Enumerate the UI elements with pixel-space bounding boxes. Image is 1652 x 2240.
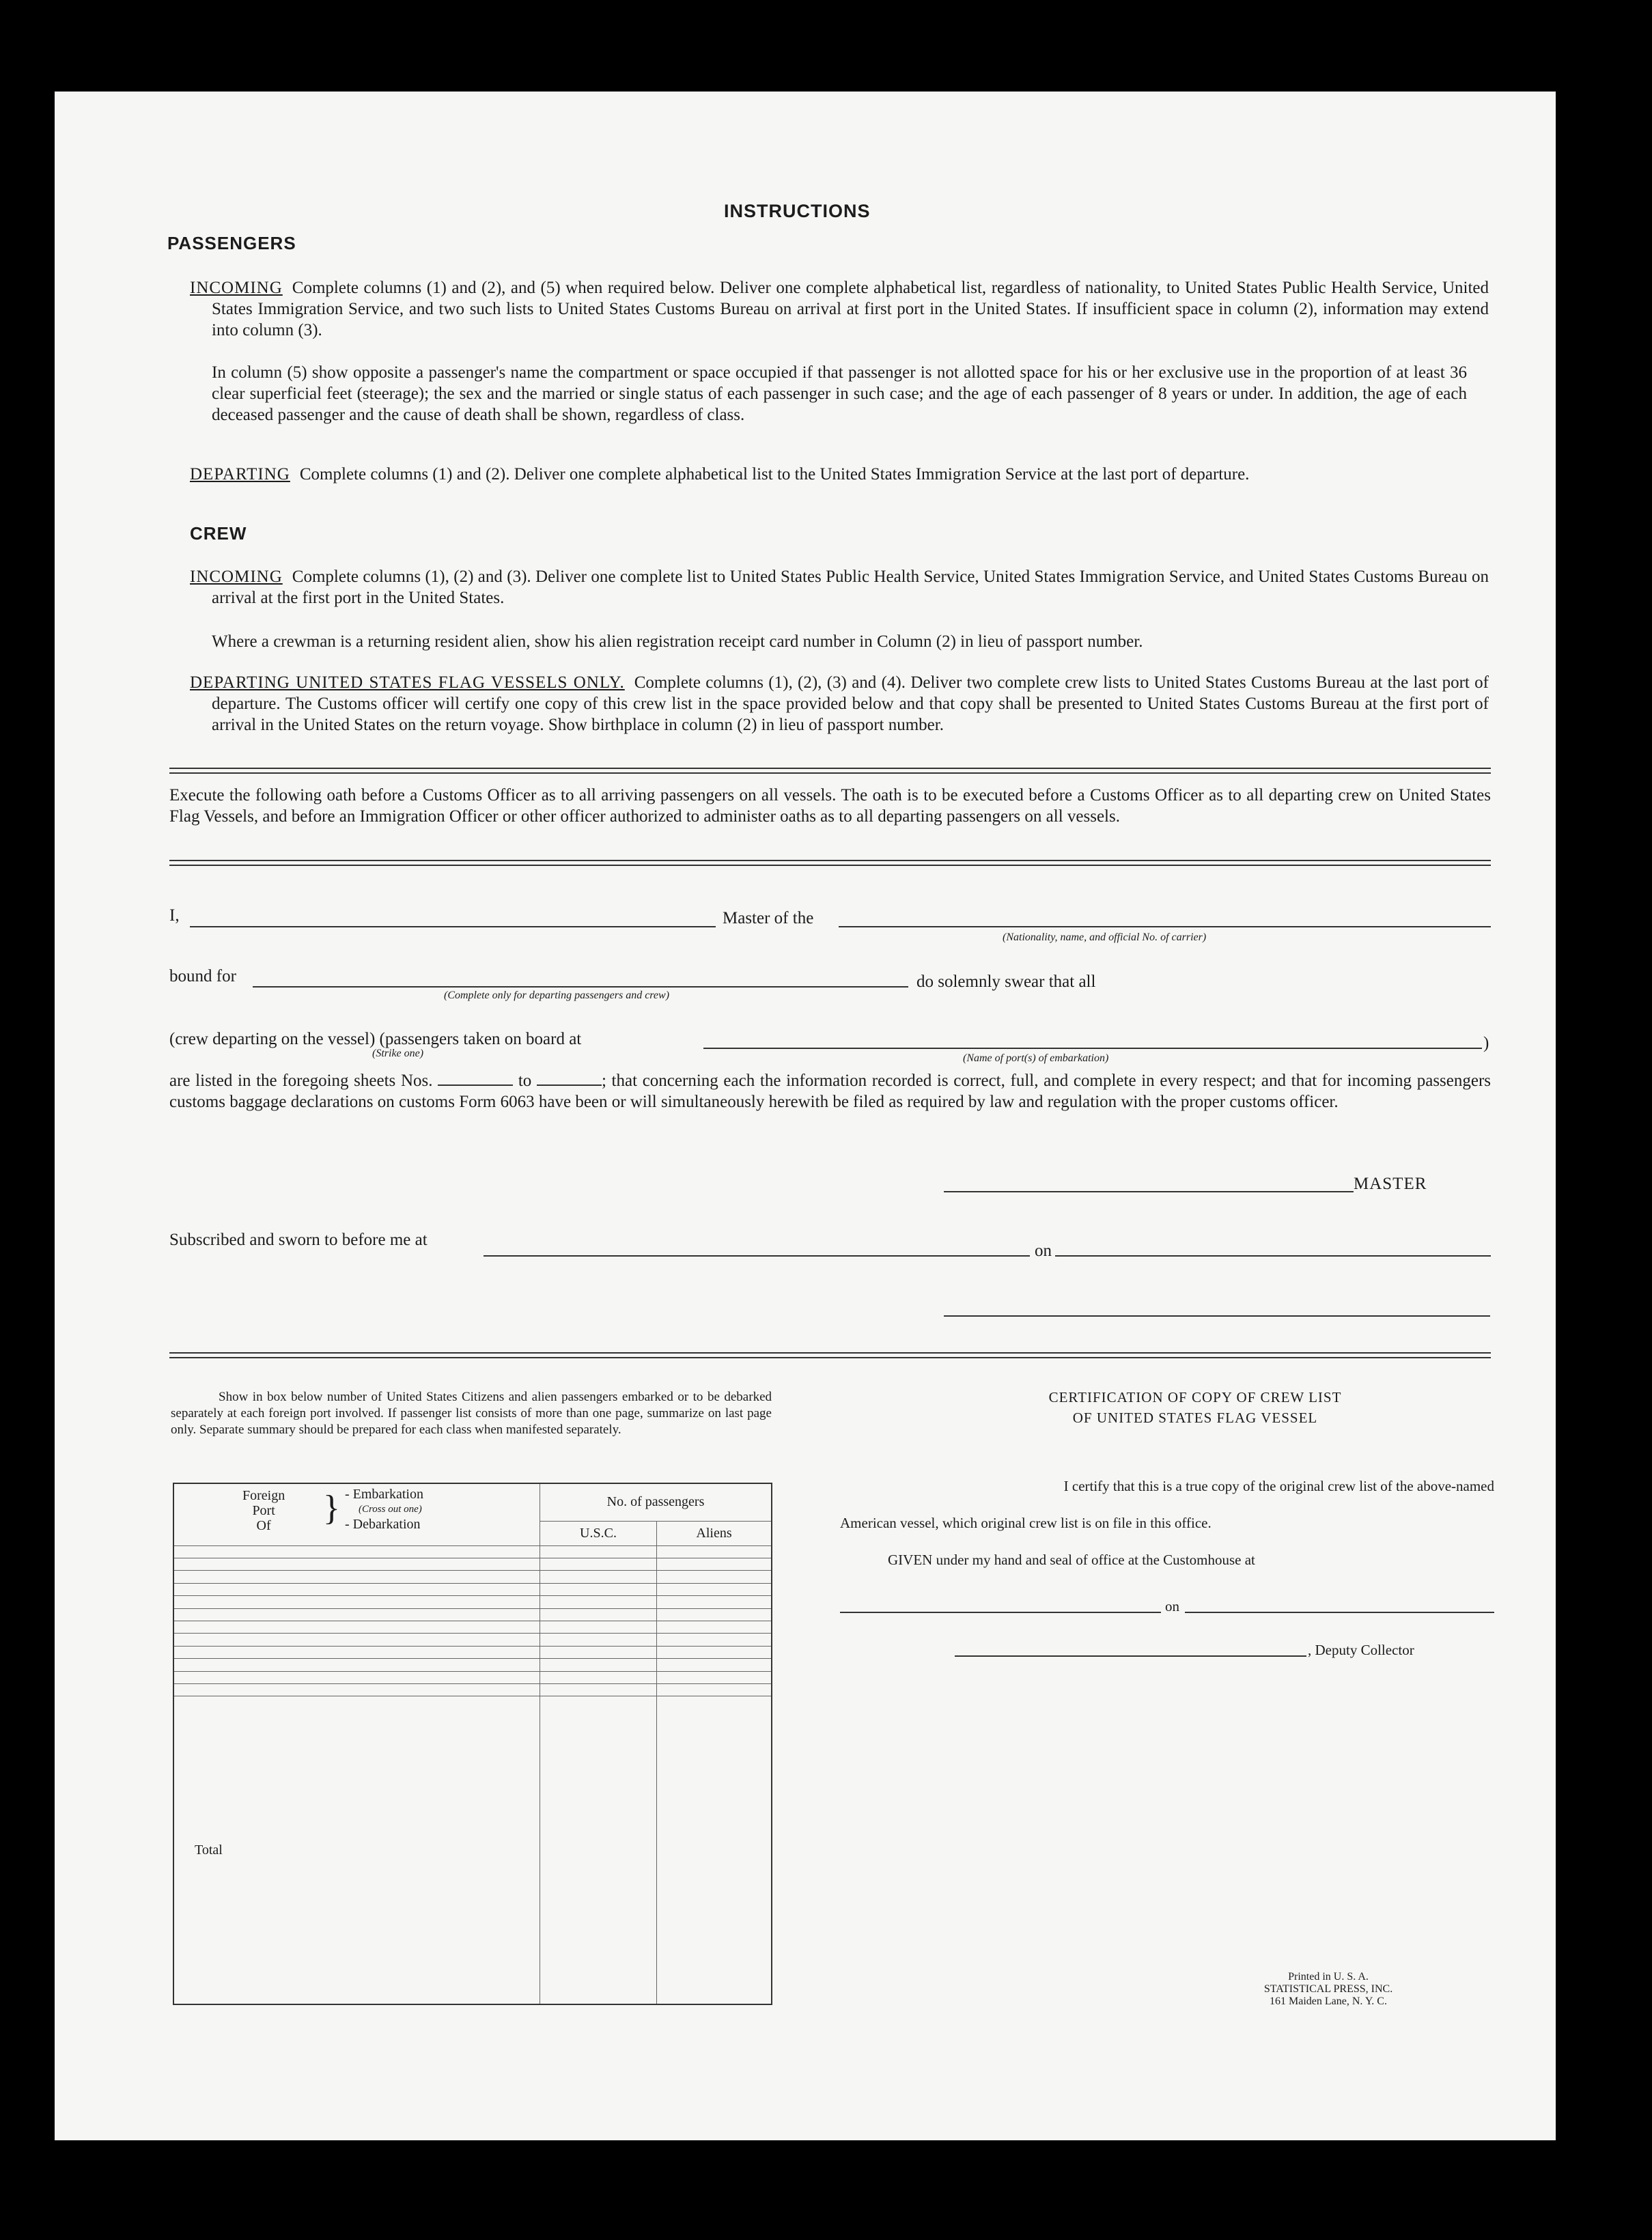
deputy-collector-label: , Deputy Collector (1308, 1642, 1414, 1658)
oath-intro: Execute the following oath before a Customs Officer as to all arriving passengers on all vessels. The oath is to be executed before a Customs Officer as to all departing crew on United States Flag Vessels, and before an Immigration Officer or other officer authorized to administer oaths as to all departing passengers on all vessels. (169, 786, 1491, 826)
brace: } (323, 1489, 340, 1528)
passengers-departing-paragraph (190, 464, 1489, 485)
summary-instructions: Show in box below number of United States Citizens and alien passengers embarked or to be debarked separately at each foreign port involved. If passenger list consists of more than one page, summarize on last page only. Separate summary should be prepared for each class when manifested separately. (171, 1390, 772, 1437)
instructions-title: INSTRUCTIONS (724, 201, 871, 221)
table-row[interactable] (173, 1608, 772, 1621)
table-row[interactable] (173, 1621, 772, 1633)
to-label: to (518, 1072, 532, 1090)
table-row[interactable] (173, 1583, 772, 1595)
listed-prefix: are listed in the foregoing sheets Nos. (169, 1072, 433, 1090)
table-row[interactable] (173, 1596, 772, 1608)
total-label: Total (173, 1696, 540, 2004)
close-paren: ) (1483, 1034, 1489, 1052)
passenger-summary-table (173, 1483, 772, 2005)
crew-incoming-text: Complete columns (1), (2) and (3). Deliver one complete list to United States Public Health Service, United States Immigration Service, and United States Customs Bureau on arrival at the first port in the United States. (212, 568, 1489, 607)
passengers-incoming-text: Complete columns (1) and (2), and (5) when required below. Deliver one complete alphabetical list, regardless of nationality, to United States Public Health Service, United States Immigration Service, and two such lists to United States Customs Bureau on arrival at first port in the United States. If insufficient space in column (2), information may extend into column (3). (212, 279, 1489, 339)
bound-for-field[interactable] (253, 986, 908, 988)
cert-date-field[interactable] (1185, 1612, 1494, 1613)
bound-for-caption: (Complete only for departing passengers and crew) (444, 990, 670, 1001)
customhouse-field[interactable] (840, 1612, 1161, 1613)
total-row[interactable] (173, 1696, 772, 2004)
table-row[interactable] (173, 1659, 772, 1671)
table-row[interactable] (173, 1571, 772, 1583)
strike-caption: (Strike one) (372, 1048, 424, 1059)
table-row[interactable] (173, 1545, 772, 1558)
usc-header: U.S.C. (540, 1521, 657, 1545)
port-options (345, 1487, 423, 1532)
deputy-signature-field[interactable] (955, 1655, 1306, 1657)
certification-title-1: CERTIFICATION OF COPY OF CREW LIST (1048, 1389, 1342, 1405)
form-sheet (55, 92, 1556, 2140)
double-rule-oath (169, 860, 1491, 866)
table-row[interactable] (173, 1634, 772, 1646)
sheet-to-field[interactable] (537, 1072, 602, 1086)
crew-heading: CREW (190, 523, 247, 544)
oath-listed-paragraph (169, 1070, 1491, 1112)
crew-incoming-paragraph (190, 566, 1489, 608)
aliens-header: Aliens (657, 1521, 772, 1545)
cert-on-label: on (1165, 1598, 1179, 1614)
sheet-from-field[interactable] (438, 1072, 513, 1086)
swear-label: do solemnly swear that all (916, 972, 1096, 991)
printer-line-2: STATISTICAL PRESS, INC. (1263, 1983, 1393, 1995)
oath-i-label: I, (169, 906, 180, 925)
no-passengers-header: No. of passengers (540, 1483, 772, 1521)
passengers-departing-label: DEPARTING (190, 465, 290, 484)
master-signature-field[interactable] (944, 1191, 1354, 1192)
embarkation-port-field[interactable] (703, 1048, 1482, 1049)
carrier-caption: (Nationality, name, and official No. of carrier) (1003, 932, 1207, 943)
certification-title-2: OF UNITED STATES FLAG VESSEL (1072, 1410, 1318, 1426)
subscribed-label: Subscribed and sworn to before me at (169, 1231, 428, 1249)
crew-departing-text: Complete columns (1), (2), (3) and (4). Deliver two complete crew lists to United States Customs Bureau at the last port of departure. The Customs officer will certify one copy of this crew list in the space provided below and that copy shall be presented to United States Customs Bureau at the first port of arrival in the United States on the return voyage. Show birthplace in column (2) in lieu of passport number. (212, 673, 1489, 734)
carrier-field[interactable] (839, 926, 1491, 927)
passengers-incoming-paragraph (190, 277, 1489, 341)
passengers-heading: PASSENGERS (167, 233, 296, 253)
double-rule-top (169, 768, 1491, 774)
printer-line-1: Printed in U. S. A. (1288, 1971, 1369, 1983)
crew-departing-oath-label: (crew departing on the vessel) (passengers taken on board at (169, 1030, 582, 1048)
passengers-column5-paragraph: In column (5) show opposite a passenger's name the compartment or space occupied if that passenger is not allotted space for his or her exclusive use in the proportion of at least 36 clear superficial feet (steerage); the sex and the married or single status of each passenger in such case; and the age of each passenger of 8 years or under. In addition, the age of each deceased passenger and the cause of death shall be shown, regardless of class. (212, 363, 1467, 424)
printer-line-3: 161 Maiden Lane, N. Y. C. (1270, 1996, 1387, 2007)
subscribed-place-field[interactable] (484, 1255, 1030, 1257)
port-header-cell (173, 1483, 540, 1545)
table-row[interactable] (173, 1671, 772, 1683)
master-of-label: Master of the (723, 909, 814, 927)
given-text: GIVEN under my hand and seal of office at the Customhouse at (888, 1552, 1255, 1568)
master-name-field[interactable] (190, 926, 716, 927)
table-row[interactable] (173, 1646, 772, 1658)
crew-resident-paragraph: Where a crewman is a returning resident alien, show his alien registration receipt card number in Column (2) in lieu of passport number. (212, 632, 1143, 651)
bound-for-label: bound for (169, 967, 236, 985)
subscribed-date-field[interactable] (1055, 1255, 1491, 1257)
master-label: MASTER (1354, 1175, 1427, 1193)
double-rule-bottom (169, 1352, 1491, 1358)
table-row[interactable] (173, 1558, 772, 1570)
passengers-departing-text: Complete columns (1) and (2). Deliver one complete alphabetical list to the United States Immigration Service at the last port of departure. (299, 465, 1250, 484)
crew-departing-label: DEPARTING UNITED STATES FLAG VESSELS ONLY. (190, 673, 625, 692)
foreign-port-label: Foreign Port Of (242, 1488, 285, 1533)
debarkation-label[interactable]: - Debarkation (345, 1517, 421, 1532)
embarkation-label[interactable]: - Embarkation (345, 1487, 423, 1502)
officer-signature-field[interactable] (944, 1315, 1490, 1317)
port-caption: (Name of port(s) of embarkation) (963, 1052, 1109, 1064)
crew-incoming-label: INCOMING (190, 568, 283, 586)
listed-text: ; that concerning each the information recorded is correct, full, and complete in every respect; and that for incoming passengers customs baggage declarations on customs Form 6063 have been or will simultaneously herewith be filed as required by law and regulation with the proper customs officer. (169, 1072, 1492, 1111)
passengers-incoming-label: INCOMING (190, 279, 283, 297)
crew-departing-paragraph (190, 672, 1489, 736)
printer-imprint (1216, 1971, 1441, 2008)
certify-text-2: American vessel, which original crew list is on file in this office. (840, 1515, 1212, 1531)
certify-text-1: I certify that this is a true copy of the original crew list of the above-named (1063, 1478, 1494, 1494)
table-row[interactable] (173, 1683, 772, 1696)
subscribed-on-label: on (1035, 1242, 1052, 1260)
cross-out-caption: (Cross out one) (359, 1504, 422, 1515)
